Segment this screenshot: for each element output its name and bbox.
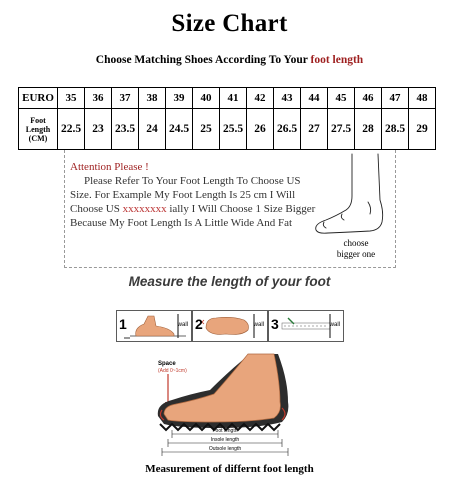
euro-label: EURO [19, 88, 58, 109]
length-cell: 29 [409, 109, 436, 150]
choose-line: choose [343, 238, 369, 248]
step-number: 1 [119, 316, 127, 332]
page-title: Size Chart [171, 10, 288, 37]
shoe-length-diagram [150, 350, 300, 462]
measure-title: Measure the length of your foot [128, 274, 331, 289]
step-number: 2 [195, 316, 203, 332]
length-cell: 27.5 [328, 109, 355, 150]
foot-length-label [19, 109, 58, 150]
step-number: 3 [271, 316, 279, 332]
length-cell: 28.5 [382, 109, 409, 150]
step-1-panel [116, 310, 192, 342]
wall-label: wall [329, 322, 340, 328]
subtitle-prefix: Choose Matching Shoes According To Your [95, 54, 308, 66]
length-cell: 26 [247, 109, 274, 150]
attention-text: Please Refer To Your Foot Length To Choose US Size. For Example My Foot Length Is 25 cm I Will Choose US [70, 175, 301, 215]
euro-cell: 37 [112, 88, 139, 109]
space-value: (Add 0~1cm) [158, 368, 187, 374]
length-cell: 23.5 [112, 109, 139, 150]
length-cell: 24.5 [166, 109, 193, 150]
wall-label: wall [177, 322, 188, 328]
euro-cell: 47 [382, 88, 409, 109]
euro-cell: 41 [220, 88, 247, 109]
euro-cell: 38 [139, 88, 166, 109]
insole-length-label: Insole length [210, 437, 240, 443]
wall-label: wall [253, 322, 264, 328]
attention-body [70, 174, 320, 230]
euro-cell: 43 [274, 88, 301, 109]
length-cell: 24 [139, 109, 166, 150]
euro-cell: 36 [85, 88, 112, 109]
euro-cell: 35 [58, 88, 85, 109]
choose-bigger-note [326, 238, 386, 260]
footer-caption: Measurement of differnt foot length [145, 463, 314, 475]
euro-cell: 42 [247, 88, 274, 109]
step-3-panel [268, 310, 344, 342]
euro-cell: 46 [355, 88, 382, 109]
euro-cell: 40 [193, 88, 220, 109]
attention-red-text: xxxxxxxx [122, 203, 167, 215]
euro-cell: 45 [328, 88, 355, 109]
foot-sketch-icon [312, 152, 394, 236]
foot-label-line: Length [25, 124, 51, 134]
euro-cell: 48 [409, 88, 436, 109]
attention-note [70, 160, 320, 230]
subtitle-highlight: foot length [310, 54, 364, 66]
foot-icon [164, 354, 280, 422]
foot-length-label: Foot length [212, 428, 238, 434]
choose-line: bigger one [336, 249, 376, 259]
length-cell: 26.5 [274, 109, 301, 150]
foot-label-line: (CM) [28, 133, 48, 143]
attention-text: ially I Will Choose 1 Size Bigger Because My Foot Length Is A Little Wide And Fat [70, 203, 316, 229]
step-2-panel [192, 310, 268, 342]
length-cell: 25 [193, 109, 220, 150]
size-table [18, 87, 436, 150]
length-cell: 27 [301, 109, 328, 150]
length-cell: 25.5 [220, 109, 247, 150]
foot-length-row [19, 109, 436, 150]
subtitle [0, 54, 459, 66]
length-cell: 28 [355, 109, 382, 150]
length-cell: 22.5 [58, 109, 85, 150]
length-cell: 23 [85, 109, 112, 150]
foot-label-line: Foot [30, 115, 46, 125]
space-label: Space [158, 361, 176, 367]
euro-row [19, 88, 436, 109]
attention-heading: Attention Please ! [70, 161, 149, 173]
euro-cell: 44 [301, 88, 328, 109]
euro-cell: 39 [166, 88, 193, 109]
outsole-length-label: Outsole length [208, 446, 242, 452]
